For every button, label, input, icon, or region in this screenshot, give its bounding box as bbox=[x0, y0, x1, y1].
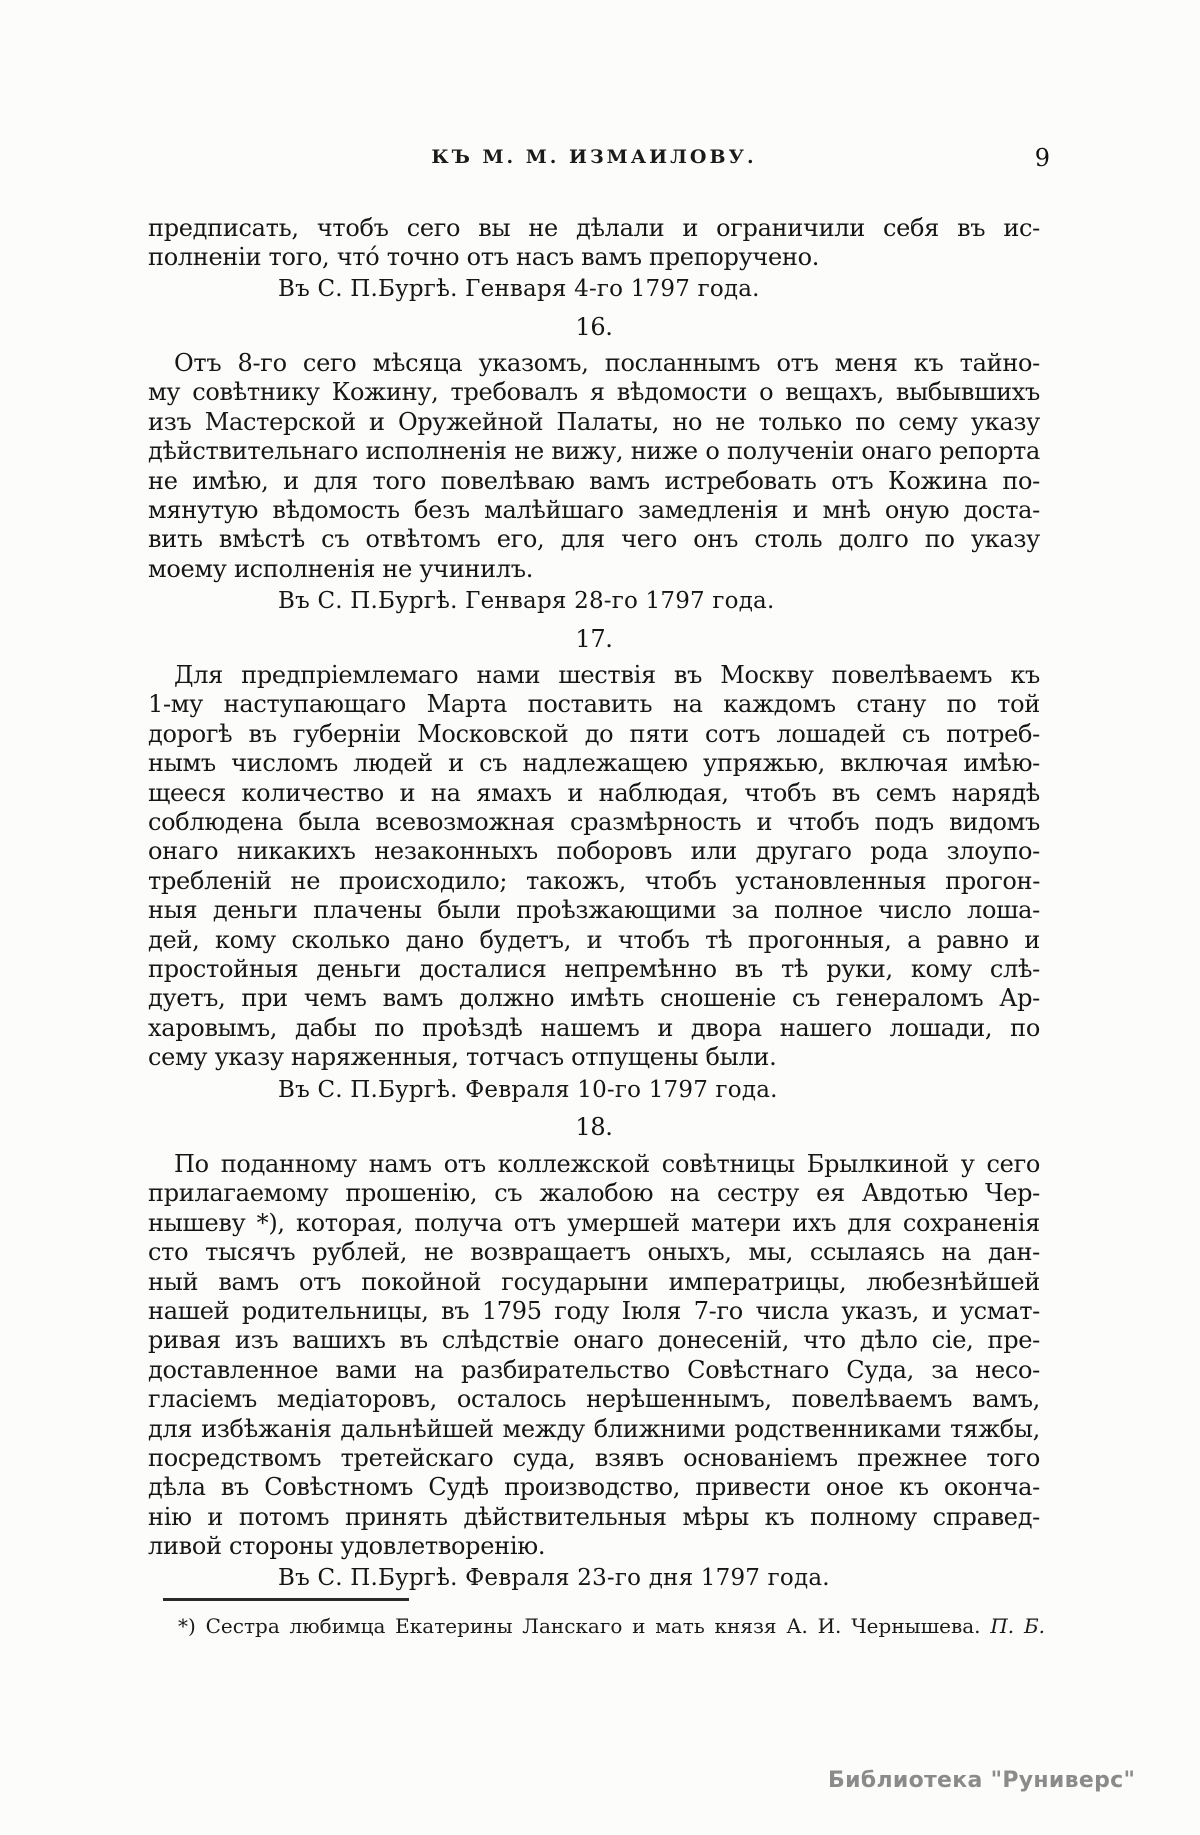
text-line: моему исполненія не учинилъ. bbox=[148, 554, 534, 583]
text-line: сему указу наряженныя, тотчасъ отпущены были. bbox=[148, 1043, 777, 1072]
text-line: ный вамъ отъ покойной государыни императрицы, любезнѣйшей bbox=[148, 1267, 1040, 1296]
paragraph bbox=[148, 661, 1040, 1072]
text-line: дуетъ, при чемъ вамъ должно имѣть сношеніе съ генераломъ Ар- bbox=[148, 984, 1040, 1013]
section-number: 17. bbox=[575, 625, 613, 653]
text-line: полненіи того, что́ точно отъ насъ вамъ препоручено. bbox=[148, 243, 820, 272]
text-line: нымъ числомъ людей и съ надлежащею упряжью, включая имѣю- bbox=[148, 749, 1040, 778]
paragraph bbox=[148, 214, 1040, 273]
text-line: вить вмѣстѣ съ отвѣтомъ его, для чего онъ столь долго по указу bbox=[148, 525, 1040, 554]
footnote-separator-rule bbox=[163, 1598, 409, 1601]
page-number: 9 bbox=[1034, 144, 1050, 172]
section-number: 18. bbox=[575, 1113, 613, 1141]
paragraph bbox=[148, 1150, 1040, 1561]
text-line: сто тысячъ рублей, не возвращаетъ оныхъ, мы, ссылаясь на дан- bbox=[148, 1238, 1040, 1267]
text-line: ныя деньги плачены были проѣзжающими за полное число лоша- bbox=[148, 896, 1040, 925]
text-line: онаго никакихъ незаконныхъ поборовъ или другаго рода злоупо- bbox=[148, 837, 1040, 866]
text-line: дѣла въ Совѣстномъ Судѣ производство, привести оное къ оконча- bbox=[148, 1473, 1040, 1502]
text-line: доставленное вами на разбирательство Совѣстнаго Суда, за несо- bbox=[148, 1355, 1040, 1384]
text-line: простойныя деньги досталися непремѣнно въ тѣ руки, кому слѣ- bbox=[148, 954, 1040, 983]
text-line: му совѣтнику Кожину, требовалъ я вѣдомости о вещахъ, выбывшихъ bbox=[148, 378, 1040, 407]
running-title: КЪ М. М. ИЗМАИЛОВУ. bbox=[431, 146, 757, 168]
text-line: дѣйствительнаго исполненія не вижу, ниже о полученіи онаго репорта bbox=[148, 437, 1040, 466]
text-line: изъ Мастерской и Оружейной Палаты, но не только по сему указу bbox=[148, 407, 1040, 436]
text-line: щееся количество и на ямахъ и наблюдая, чтобъ въ семъ нарядѣ bbox=[148, 778, 1040, 807]
section-number: 16. bbox=[575, 313, 613, 341]
footnote-attribution: П. Б. bbox=[990, 1614, 1046, 1638]
text-line: ривая изъ вашихъ въ слѣдствіе онаго донесеній, что дѣло сіе, пре- bbox=[148, 1326, 1040, 1355]
text-line: ливой стороны удовлетворенію. bbox=[148, 1532, 546, 1561]
text-line: харовымъ, дабы по проѣздѣ нашемъ и двора нашего лошади, по bbox=[148, 1013, 1040, 1042]
text-line: Для предпріемлемаго нами шествія въ Москву повелѣваемъ къ bbox=[174, 661, 1040, 689]
dateline: Въ С. П.Бургѣ. Февраля 23-го дня 1797 года. bbox=[278, 1565, 830, 1591]
text-line: мянутую вѣдомость безъ малѣйшаго замедленія и мнѣ оную доста- bbox=[148, 495, 1040, 524]
footnote-marker: *) bbox=[178, 1614, 196, 1638]
text-line: гласіемъ медіаторовъ, осталось нерѣшеннымъ, повелѣваемъ вамъ, bbox=[148, 1385, 1040, 1414]
dateline: Въ С. П.Бургѣ. Генваря 4-го 1797 года. bbox=[278, 276, 760, 302]
text-line: нію и потомъ принять дѣйствительныя мѣры къ полному справед- bbox=[148, 1502, 1040, 1531]
paragraph bbox=[148, 349, 1040, 584]
text-line: не имѣю, и для того повелѣваю вамъ истребовать отъ Кожина по- bbox=[148, 466, 1040, 495]
text-line: По поданному намъ отъ коллежской совѣтницы Брылкиной у сего bbox=[174, 1150, 1040, 1178]
text-line: прилагаемому прошенію, съ жалобою на сестру ея Авдотью Чер- bbox=[148, 1179, 1040, 1208]
text-line: дорогѣ въ губерніи Московской до пяти сотъ лошадей съ потреб- bbox=[148, 719, 1040, 748]
dateline: Въ С. П.Бургѣ. Февраля 10-го 1797 года. bbox=[278, 1077, 778, 1103]
text-line: предписать, чтобъ сего вы не дѣлали и ограничили себя въ ис- bbox=[148, 214, 1040, 242]
text-line: 1-му наступающаго Марта поставить на каждомъ стану по той bbox=[148, 690, 1040, 719]
text-line: для избѣжанія дальнѣйшей между ближними родственниками тяжбы, bbox=[148, 1414, 1040, 1443]
text-line: посредствомъ третейскаго суда, взявъ основаніемъ прежнее того bbox=[148, 1443, 1040, 1472]
text-line: требленій не происходило; такожъ, чтобъ установленныя прогон- bbox=[148, 866, 1040, 895]
dateline: Въ С. П.Бургѣ. Генваря 28-го 1797 года. bbox=[278, 588, 775, 614]
text-line: дей, кому сколько дано будетъ, и чтобъ тѣ прогонныя, а равно и bbox=[148, 925, 1040, 954]
footnote-text: Сестра любимца Екатерины Ланскаго и мать князя А. И. Чернышева. bbox=[205, 1614, 981, 1638]
text-line: Отъ 8-го сего мѣсяца указомъ, посланнымъ отъ меня къ тайно- bbox=[174, 349, 1040, 377]
text-line: соблюдена была всевозможная сразмѣрность и чтобъ подъ видомъ bbox=[148, 807, 1040, 836]
text-line: нышеву *), которая, получа отъ умершей матери ихъ для сохраненія bbox=[148, 1208, 1040, 1237]
library-watermark: Библиотека "Руниверс" bbox=[828, 1768, 1136, 1793]
footnote bbox=[148, 1612, 1045, 1640]
text-line: нашей родительницы, въ 1795 году Іюля 7-го числа указъ, и усмат- bbox=[148, 1296, 1040, 1325]
